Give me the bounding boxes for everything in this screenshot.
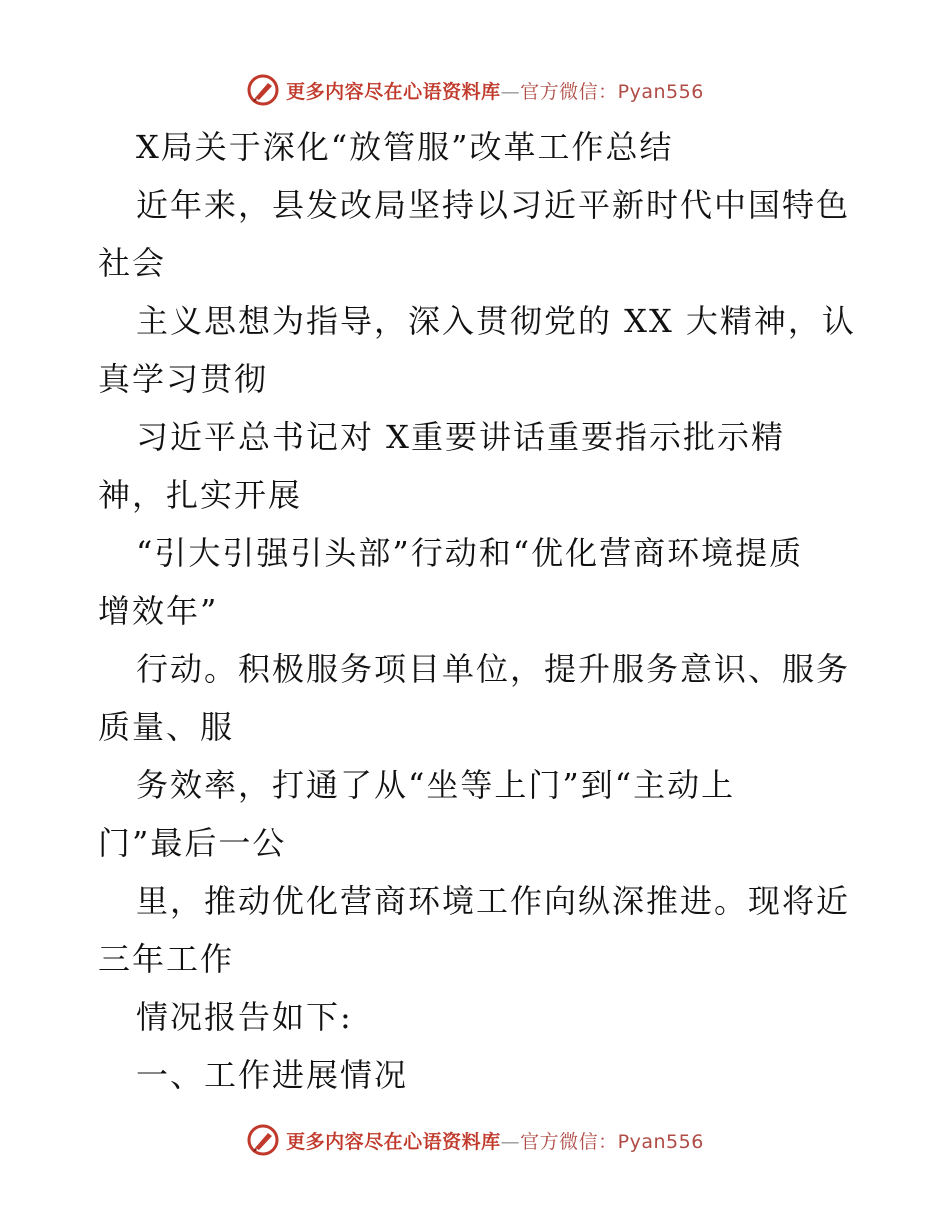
- paragraph-line: 门”最后一公: [98, 824, 287, 862]
- document-title: X局关于深化“放管服”改革工作总结: [136, 128, 674, 166]
- paragraph-line: 习近平总书记对 X重要讲话重要指示批示精: [136, 418, 785, 456]
- watermark-separator: —: [500, 1130, 521, 1153]
- watermark-separator: —: [500, 80, 521, 103]
- watermark-header: [0, 70, 950, 110]
- paragraph-line: 神，扎实开展: [98, 476, 303, 514]
- paragraph-line: 质量、服: [98, 708, 235, 746]
- paragraph-line: 社会: [98, 244, 167, 282]
- watermark-contact: 官方微信：Pyan556: [520, 80, 704, 103]
- quill-pen-logo-icon: [246, 73, 280, 107]
- watermark-text: [286, 77, 704, 104]
- quill-pen-logo-icon: [246, 1123, 280, 1157]
- watermark-contact: 官方微信：Pyan556: [520, 1130, 704, 1153]
- paragraph-line: 三年工作: [98, 940, 235, 978]
- paragraph-line: 真学习贯彻: [98, 360, 269, 398]
- paragraph-line: 近年来，县发改局坚持以习近平新时代中国特色: [136, 186, 851, 224]
- paragraph-line: 情况报告如下:: [136, 998, 353, 1036]
- section-heading: 一、工作进展情况: [136, 1056, 409, 1094]
- document-body: [98, 118, 858, 1104]
- watermark-brand: 更多内容尽在心语资料库: [286, 80, 501, 103]
- paragraph-line: 里，推动优化营商环境工作向纵深推进。现将近: [136, 882, 851, 920]
- watermark-footer: [0, 1120, 950, 1160]
- paragraph-line: 务效率，打通了从“坐等上门”到“主动上: [136, 766, 736, 804]
- watermark-brand: 更多内容尽在心语资料库: [286, 1130, 501, 1153]
- paragraph-line: “引大引强引头部”行动和“优化营商环境提质: [136, 534, 804, 572]
- paragraph-line: 主义思想为指导，深入贯彻党的 XX 大精神，认: [136, 302, 856, 340]
- paragraph-line: 行动。积极服务项目单位，提升服务意识、服务: [136, 650, 851, 688]
- paragraph-line: 增效年”: [98, 592, 219, 630]
- watermark-text: [286, 1127, 704, 1154]
